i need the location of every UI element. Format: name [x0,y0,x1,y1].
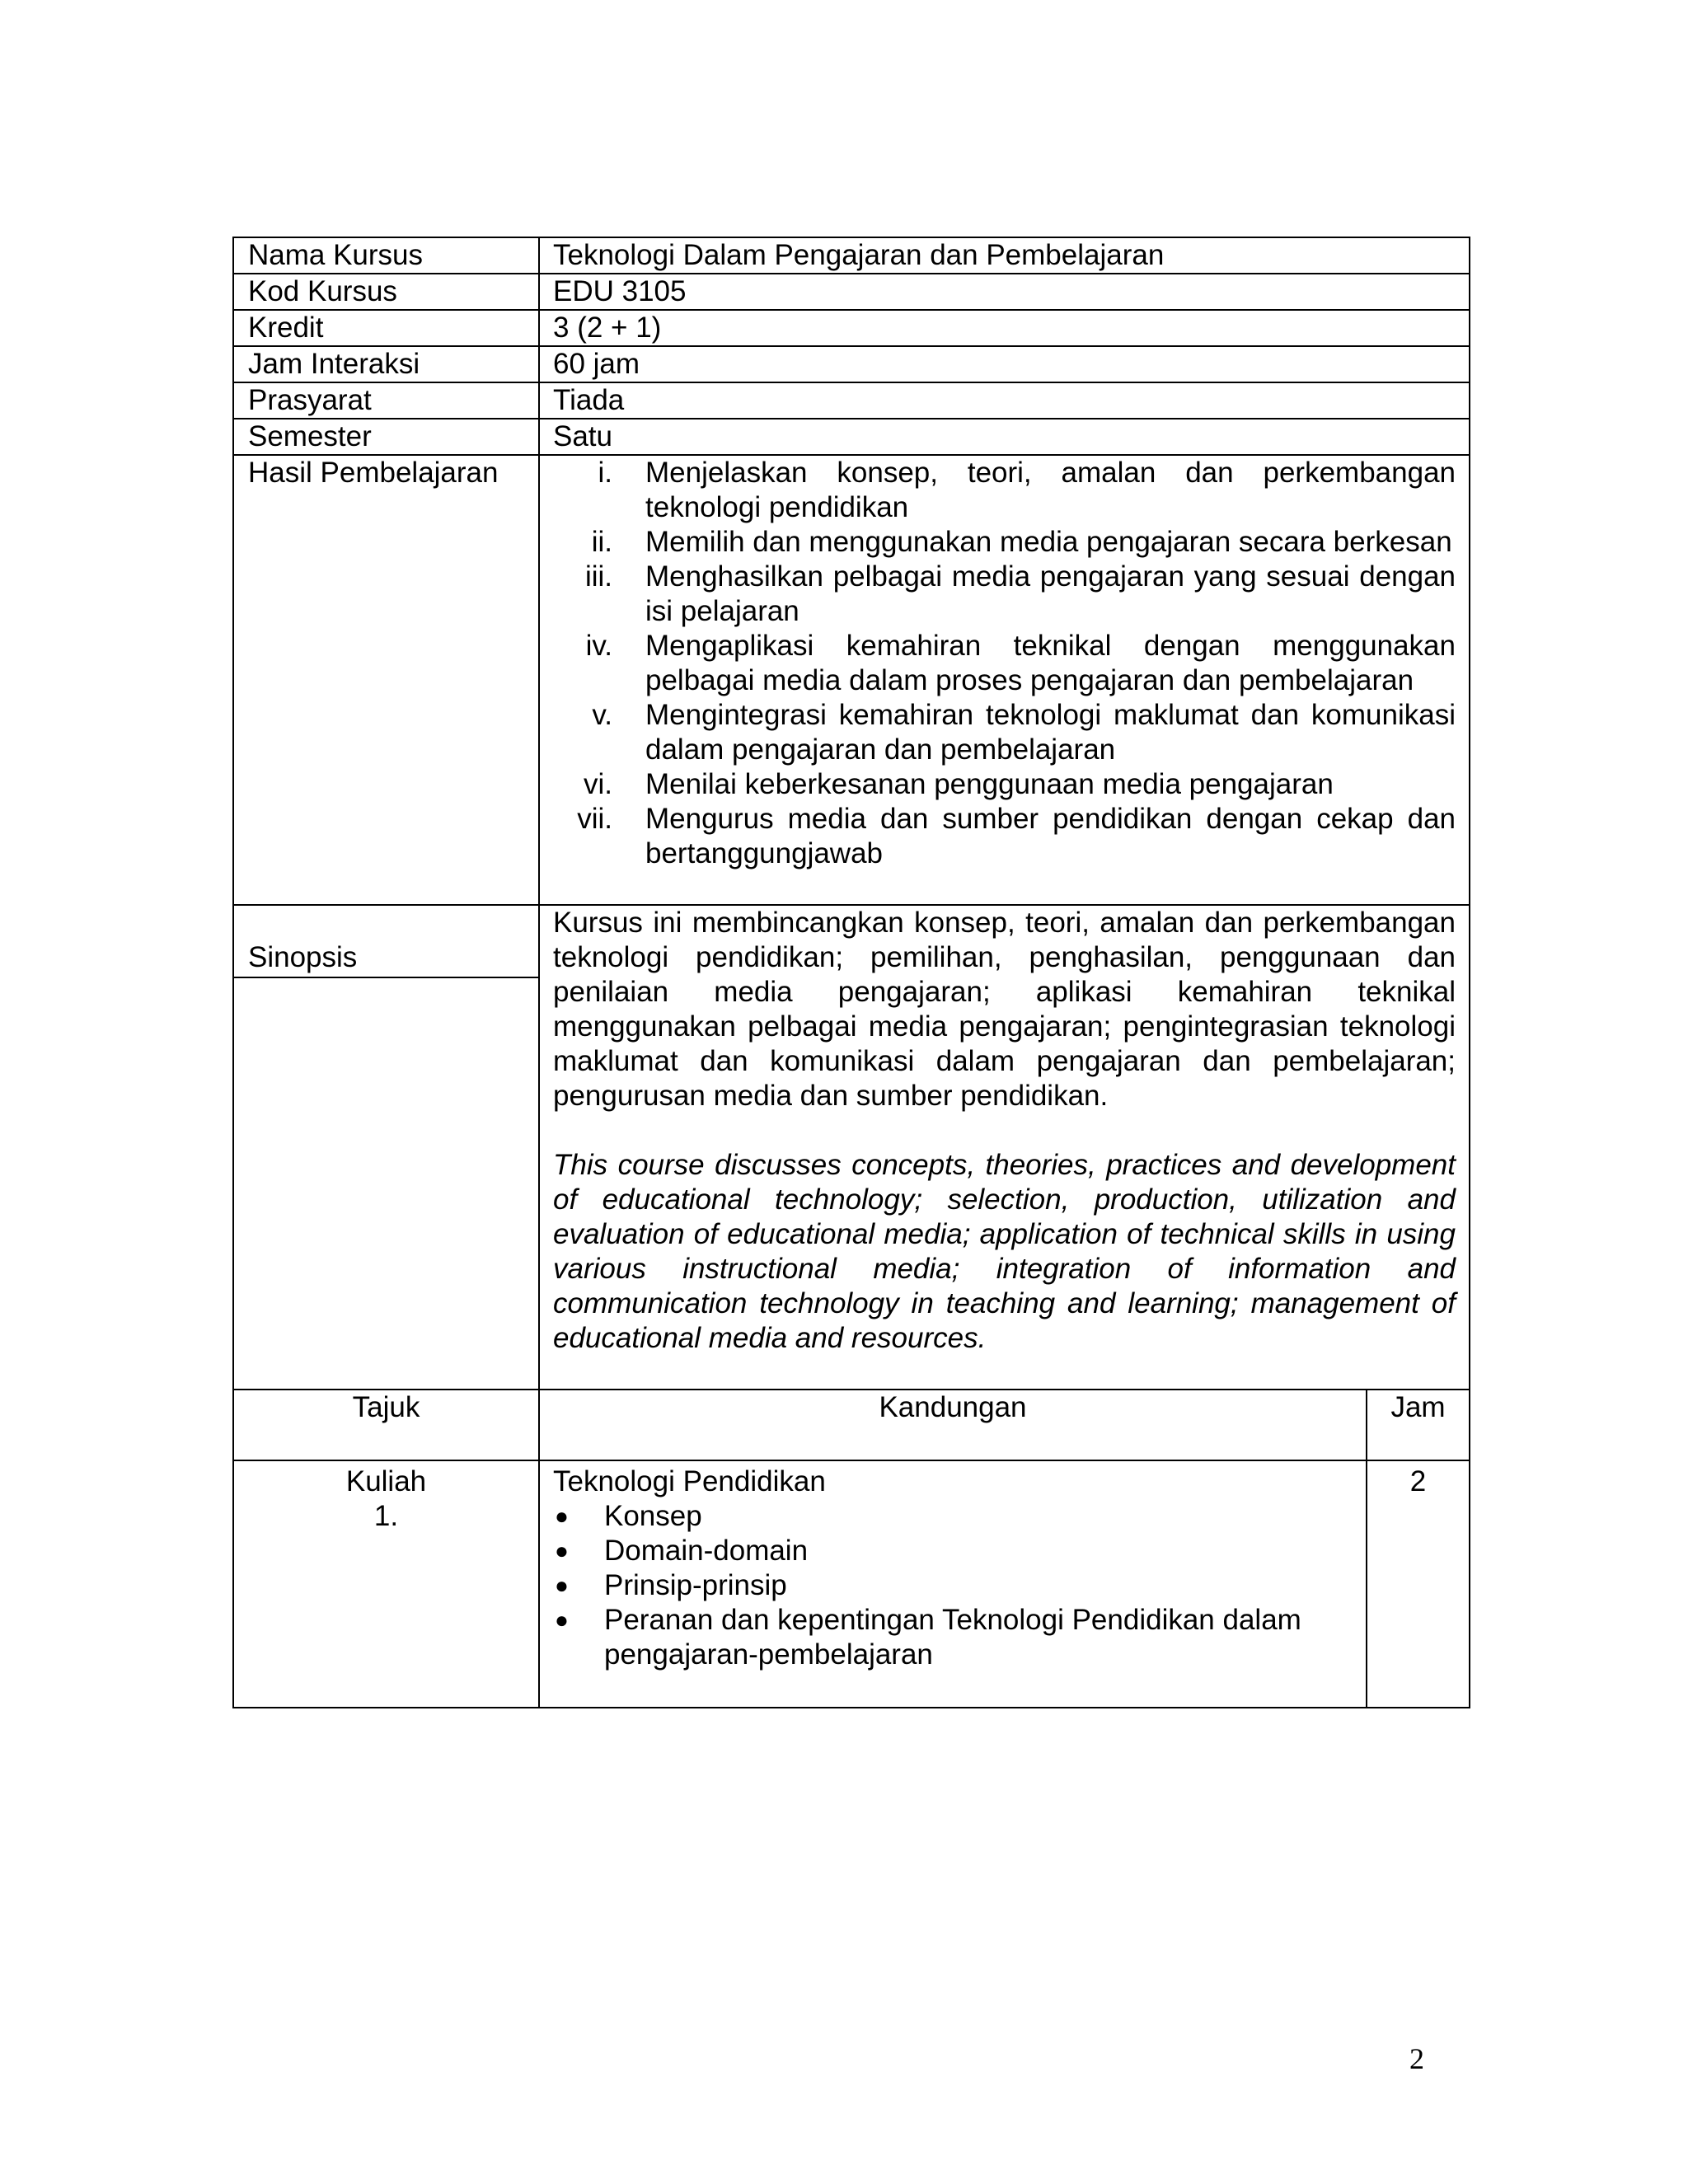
label-kod-kursus: Kod Kursus [233,274,539,310]
row-hasil-pembelajaran [233,455,1470,905]
page-number: 2 [1409,2042,1424,2075]
list-item [553,629,1456,698]
item-text: Menjelaskan konsep, teori, amalan dan perkembangan teknologi pendidikan [645,457,1456,523]
tajuk-line-1: Kuliah [345,1465,427,1497]
list-item [553,1499,1353,1534]
value-hasil-pembelajaran [539,455,1470,905]
item-number: iii. [584,560,612,593]
row-prasyarat [233,382,1470,419]
row-content-header [233,1390,1470,1460]
value-sinopsis [539,905,1470,1390]
bullet-text: Domain-domain [604,1535,809,1567]
item-text: Menghasilkan pelbagai media pengajaran yang sesuai dengan isi pelajaran [645,560,1456,627]
bullet-text: Konsep [604,1500,702,1532]
kandungan-kuliah-1 [539,1460,1367,1708]
label-hasil-pembelajaran: Hasil Pembelajaran [233,455,539,905]
row-kredit [233,310,1470,346]
row-kod-kursus [233,274,1470,310]
item-number: vi. [584,768,612,800]
bullet-icon: ● [555,1572,569,1598]
value-nama-kursus: Teknologi Dalam Pengajaran dan Pembelajaran [539,237,1470,274]
row-semester [233,419,1470,455]
item-number: v. [592,699,612,731]
bullet-text: Peranan dan kepentingan Teknologi Pendidikan dalam pengajaran-pembelajaran [604,1604,1301,1671]
label-jam-interaksi: Jam Interaksi [233,346,539,382]
item-number: ii. [591,526,612,558]
list-item [553,802,1456,871]
list-item [553,698,1456,767]
list-item [553,525,1456,560]
list-item [553,1603,1353,1672]
learning-outcomes-list [553,456,1456,871]
header-jam: Jam [1367,1390,1470,1460]
value-semester: Satu [539,419,1470,455]
item-number: vii. [577,803,612,835]
label-prasyarat: Prasyarat [233,382,539,419]
list-item [553,767,1456,802]
value-jam-interaksi: 60 jam [539,346,1470,382]
item-number: iv. [585,630,612,662]
item-text: Mengurus media dan sumber pendidikan dengan cekap dan bertanggungjawab [645,803,1456,869]
label-cell-sinopsis [233,905,539,1390]
list-item [553,1568,1353,1603]
row-jam-interaksi [233,346,1470,382]
row-nama-kursus [233,237,1470,274]
item-text: Memilih dan menggunakan media pengajaran secara berkesan [645,526,1452,558]
row-kuliah-1 [233,1460,1470,1708]
value-kredit: 3 (2 + 1) [539,310,1470,346]
item-text: Mengintegrasi kemahiran teknologi maklumat dan komunikasi dalam pengajaran dan pembelajaran [645,699,1456,766]
item-number: i. [598,457,612,489]
label-nama-kursus: Nama Kursus [233,237,539,274]
bullet-text: Prinsip-prinsip [604,1569,787,1601]
kandungan-title: Teknologi Pendidikan [553,1465,826,1497]
value-kod-kursus: EDU 3105 [539,274,1470,310]
label-sinopsis: Sinopsis [248,941,358,973]
row-sinopsis [233,905,1470,1390]
course-info-table [232,237,1470,1708]
bullet-icon: ● [555,1607,569,1633]
item-text: Mengaplikasi kemahiran teknikal dengan menggunakan pelbagai media dalam proses pengajaran dan pembelajaran [645,630,1456,696]
label-semester: Semester [233,419,539,455]
list-item [553,1534,1353,1568]
jam-kuliah-1: 2 [1367,1460,1470,1708]
kandungan-bullets [553,1499,1353,1672]
list-item [553,456,1456,525]
synopsis-malay: Kursus ini membincangkan konsep, teori, amalan dan perkembangan teknologi pendidikan; pemilihan, penghasilan, penggunaan dan penilaian media pengajaran; aplikasi kemahiran teknikal menggunakan pelbagai media pengajaran; pengintegrasian teknologi maklumat dan komunikasi dalam pengajaran dan pembelajaran; pengurusan media dan sumber pendidikan. [553,907,1456,1112]
bullet-icon: ● [555,1538,569,1563]
label-kredit: Kredit [233,310,539,346]
synopsis-english: This course discusses concepts, theories, practices and development of educational technology; selection, production, utilization and evaluation of educational media; application of technical skills in using various instructional media; integration of information and communication technology in teaching and learning; management of educational media and resources. [553,1149,1456,1354]
value-prasyarat: Tiada [539,382,1470,419]
header-tajuk: Tajuk [233,1390,539,1460]
header-kandungan: Kandungan [539,1390,1367,1460]
bullet-icon: ● [555,1503,569,1529]
synopsis-label-wrap [248,906,525,975]
tajuk-line-2: 1. [373,1500,399,1532]
tajuk-kuliah-1 [233,1460,539,1708]
divider [234,977,538,978]
list-item [553,560,1456,629]
item-text: Menilai keberkesanan penggunaan media pengajaran [645,768,1334,800]
